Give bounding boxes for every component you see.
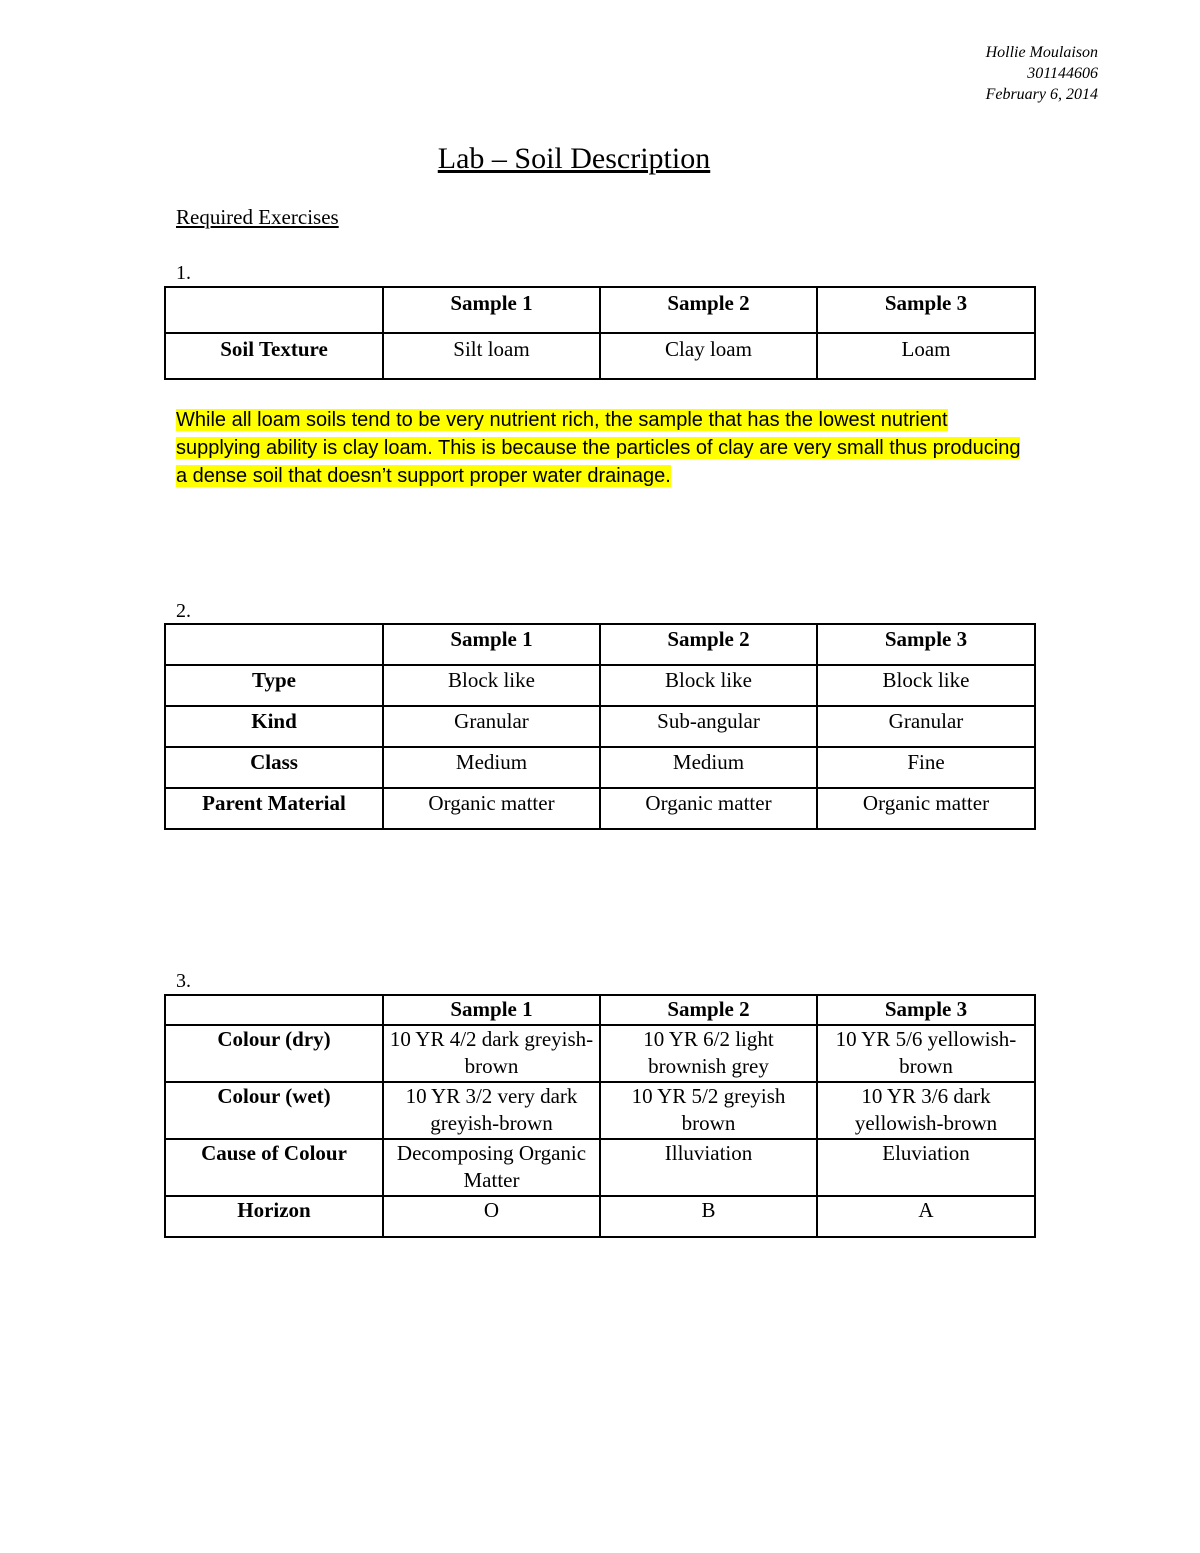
table-cell: A <box>817 1196 1035 1238</box>
table-cell: Decomposing Organic Matter <box>383 1139 600 1196</box>
exercise-1-number: 1. <box>176 262 191 284</box>
table-row <box>165 665 1035 706</box>
table-cell: 10 YR 4/2 dark greyish-brown <box>383 1025 600 1082</box>
document-header <box>986 42 1098 105</box>
row-label: Horizon <box>165 1196 383 1238</box>
table-cell: Granular <box>817 706 1035 747</box>
row-label: Cause of Colour <box>165 1139 383 1196</box>
table-cell: Granular <box>383 706 600 747</box>
exercise-3-number: 3. <box>176 970 191 992</box>
table-row <box>165 1025 1035 1082</box>
table-row <box>165 1082 1035 1139</box>
exercise-1-answer <box>176 406 1036 490</box>
row-label: Colour (wet) <box>165 1082 383 1139</box>
highlighted-answer-text: While all loam soils tend to be very nutrient rich, the sample that has the lowest nutrient supplying ability is clay loam. This is because the particles of clay are very small thus producing a dense soil that doesn’t support proper water drainage. <box>176 409 1021 487</box>
table-header-row <box>165 287 1035 333</box>
document-date: February 6, 2014 <box>985 86 1098 103</box>
table-cell: 10 YR 3/2 very dark greyish-brown <box>383 1082 600 1139</box>
soil-structure-table <box>164 623 1036 830</box>
table-cell: Block like <box>817 665 1035 706</box>
table-cell: Block like <box>383 665 600 706</box>
table-cell: Organic matter <box>600 788 817 829</box>
column-header-sample-3: Sample 3 <box>817 287 1035 333</box>
column-header-sample-2: Sample 2 <box>600 995 817 1025</box>
student-id: 301144606 <box>1027 65 1098 82</box>
table-row <box>165 747 1035 788</box>
page-title: Lab – Soil Description <box>437 142 711 175</box>
table-cell: Eluviation <box>817 1139 1035 1196</box>
table-cell: Silt loam <box>383 333 600 379</box>
table-cell: Sub-angular <box>600 706 817 747</box>
table-header-row <box>165 624 1035 665</box>
table-row <box>165 788 1035 829</box>
row-label: Type <box>165 665 383 706</box>
soil-texture-table <box>164 286 1036 380</box>
table-cell: 10 YR 3/6 dark yellowish-brown <box>817 1082 1035 1139</box>
column-header-sample-1: Sample 1 <box>383 995 600 1025</box>
table-row <box>165 333 1035 379</box>
table-corner-cell <box>165 995 383 1025</box>
table-corner-cell <box>165 624 383 665</box>
row-label: Parent Material <box>165 788 383 829</box>
row-label: Colour (dry) <box>165 1025 383 1082</box>
row-label: Class <box>165 747 383 788</box>
table-cell: Clay loam <box>600 333 817 379</box>
table-corner-cell <box>165 287 383 333</box>
column-header-sample-2: Sample 2 <box>600 624 817 665</box>
row-label: Kind <box>165 706 383 747</box>
table-cell: Organic matter <box>817 788 1035 829</box>
column-header-sample-3: Sample 3 <box>817 624 1035 665</box>
column-header-sample-1: Sample 1 <box>383 287 600 333</box>
table-cell: O <box>383 1196 600 1238</box>
table-cell: Medium <box>383 747 600 788</box>
table-cell: 10 YR 5/2 greyish brown <box>600 1082 817 1139</box>
soil-colour-table <box>164 994 1036 1238</box>
column-header-sample-2: Sample 2 <box>600 287 817 333</box>
column-header-sample-1: Sample 1 <box>383 624 600 665</box>
table-cell: 10 YR 6/2 light brownish grey <box>600 1025 817 1082</box>
table-row <box>165 1196 1035 1238</box>
table-cell: Organic matter <box>383 788 600 829</box>
column-header-sample-3: Sample 3 <box>817 995 1035 1025</box>
table-row <box>165 1139 1035 1196</box>
exercise-2-number: 2. <box>176 600 191 622</box>
section-heading: Required Exercises <box>176 205 339 229</box>
table-cell: Fine <box>817 747 1035 788</box>
table-header-row <box>165 995 1035 1025</box>
row-label: Soil Texture <box>165 333 383 379</box>
table-cell: B <box>600 1196 817 1238</box>
table-cell: Loam <box>817 333 1035 379</box>
table-row <box>165 706 1035 747</box>
table-cell: 10 YR 5/6 yellowish-brown <box>817 1025 1035 1082</box>
author-name: Hollie Moulaison <box>985 44 1098 61</box>
table-cell: Illuviation <box>600 1139 817 1196</box>
table-cell: Block like <box>600 665 817 706</box>
table-cell: Medium <box>600 747 817 788</box>
